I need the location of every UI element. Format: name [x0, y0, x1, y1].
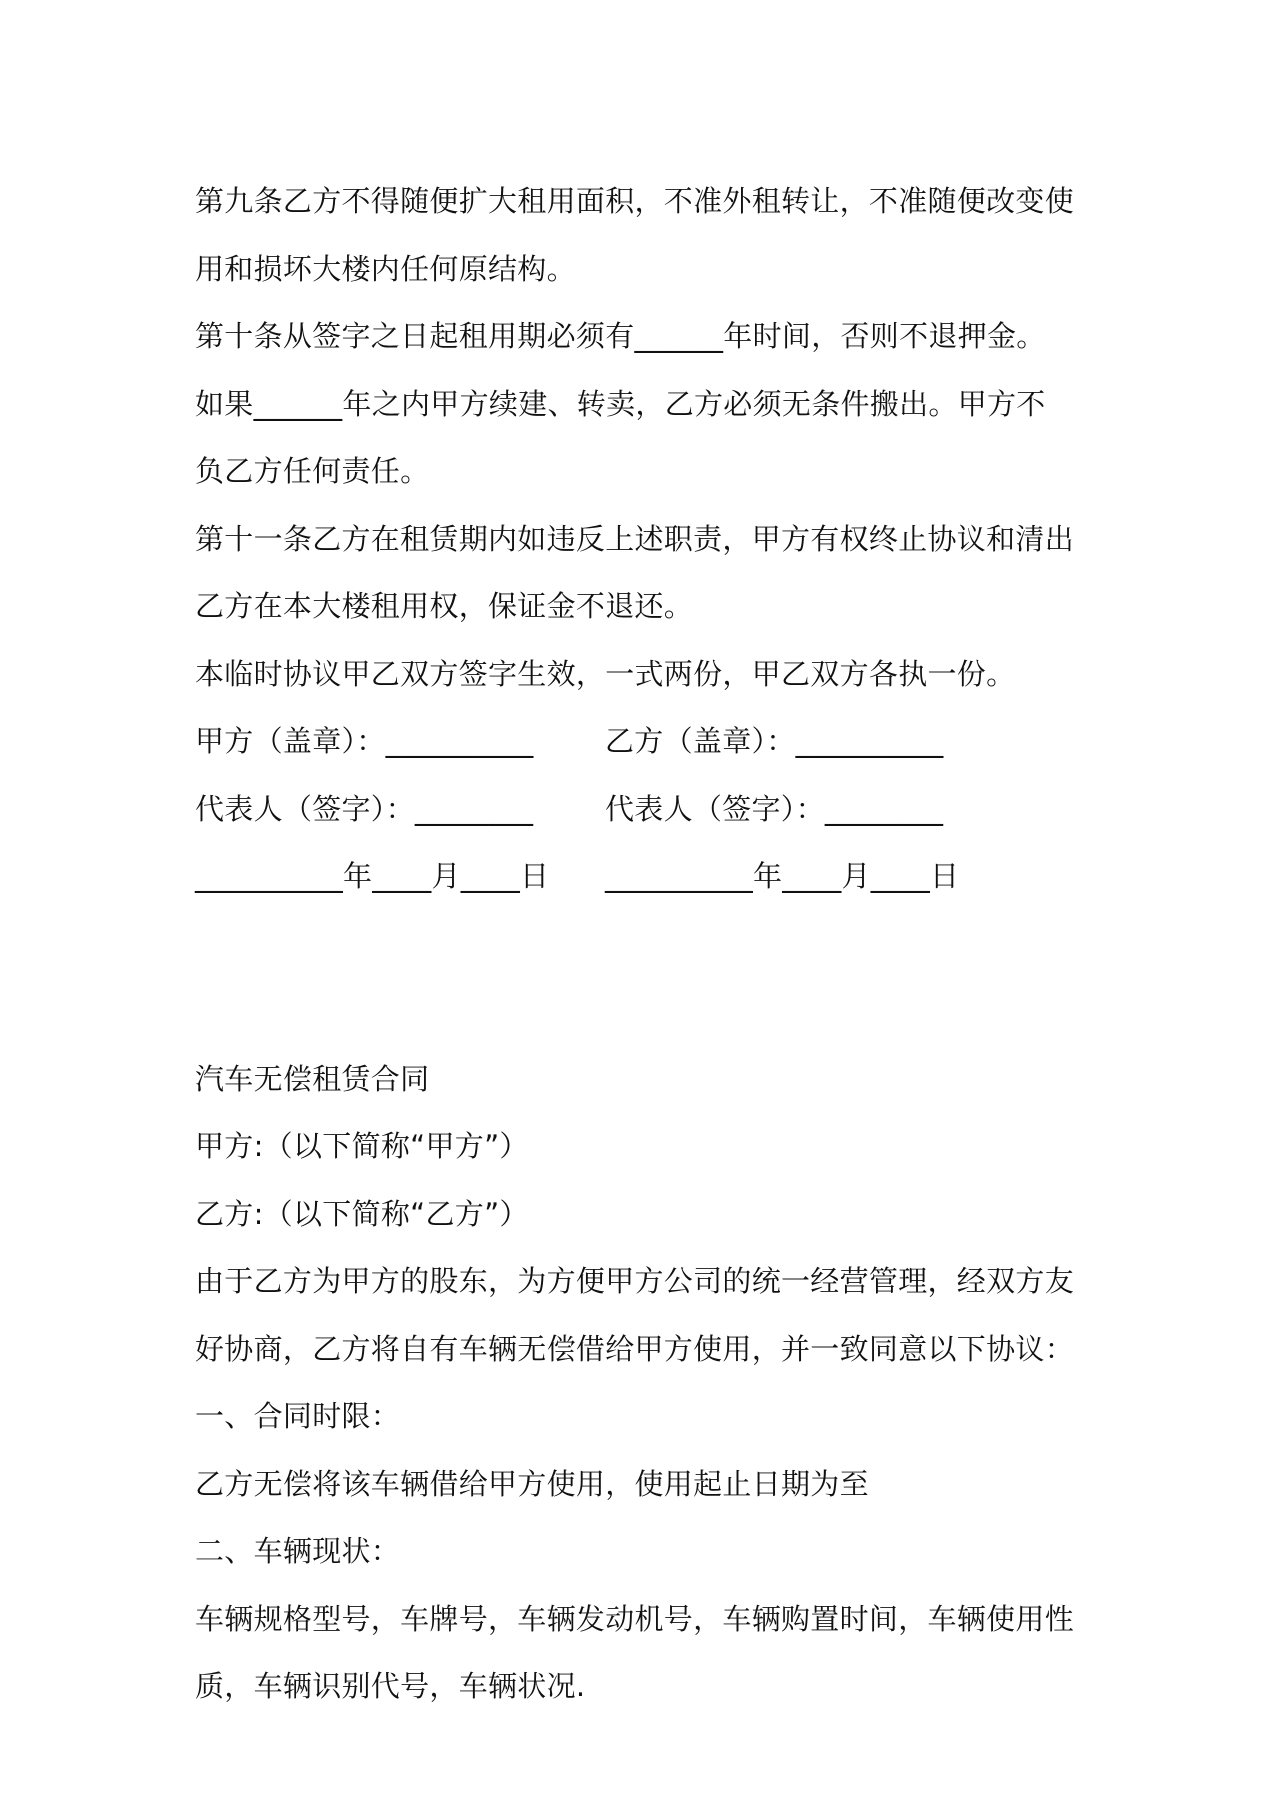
article-9-line-1: 第九条乙方不得随便扩大租用面积，不准外租转让，不准随便改变使 — [195, 184, 1075, 218]
article-11-line-2: 乙方在本大楼租用权，保证金不退还。 — [195, 589, 694, 623]
contract-intro-line-1: 由于乙方为甲方的股东，为方便甲方公司的统一经营管理，经双方友 — [195, 1264, 1075, 1298]
article-9-line-2: 用和损坏大楼内任何原结构。 — [195, 251, 576, 286]
article-10-cont-line-1: 如果______年之内甲方续建、转卖，乙方必须无条件搬出。甲方不 — [195, 386, 1046, 421]
party-a-representative: 代表人（签字）：________ — [195, 791, 534, 826]
article-11-line-1: 第十一条乙方在租赁期内如违反上述职责，甲方有权终止协议和清出 — [195, 521, 1075, 556]
section-2-body-line-1: 车辆规格型号，车牌号，车辆发动机号，车辆购置时间，车辆使用性 — [195, 1601, 1075, 1636]
section-2-heading: 二、车辆现状： — [195, 1534, 401, 1568]
document-page — [195, 168, 1095, 1721]
section-1-heading: 一、合同时限： — [195, 1399, 401, 1433]
article-10-cont-line-2: 负乙方任何责任。 — [195, 454, 430, 488]
party-a-seal: 甲方（盖章）：__________ — [195, 724, 534, 758]
representative-row — [195, 776, 1095, 844]
party-b-date: __________年____月____日 — [605, 859, 960, 893]
section-2-body-line-2: 质，车辆识别代号，车辆状况. — [195, 1669, 586, 1703]
section-1-body: 乙方无偿将该车辆借给甲方使用，使用起止日期为至 — [195, 1466, 869, 1501]
date-row — [195, 843, 1095, 911]
party-b-representative: 代表人（签字）：________ — [605, 791, 944, 826]
contract-title: 汽车无偿租赁合同 — [195, 1061, 430, 1096]
party-a-date: __________年____月____日 — [195, 859, 550, 893]
contract-party-b: 乙方:（以下简称“乙方”） — [195, 1196, 529, 1231]
article-10: 第十条从签字之日起租用期必须有______年时间，否则不退押金。 — [195, 319, 1046, 353]
party-b-seal: 乙方（盖章）：__________ — [605, 724, 944, 758]
seal-row — [195, 708, 1095, 776]
contract-party-a: 甲方:（以下简称“甲方”） — [195, 1129, 529, 1163]
contract-intro-line-2: 好协商，乙方将自有车辆无偿借给甲方使用，并一致同意以下协议： — [195, 1331, 1075, 1366]
effect-clause: 本临时协议甲乙双方签字生效，一式两份，甲乙双方各执一份。 — [195, 656, 1016, 691]
section-gap — [195, 911, 1095, 1046]
